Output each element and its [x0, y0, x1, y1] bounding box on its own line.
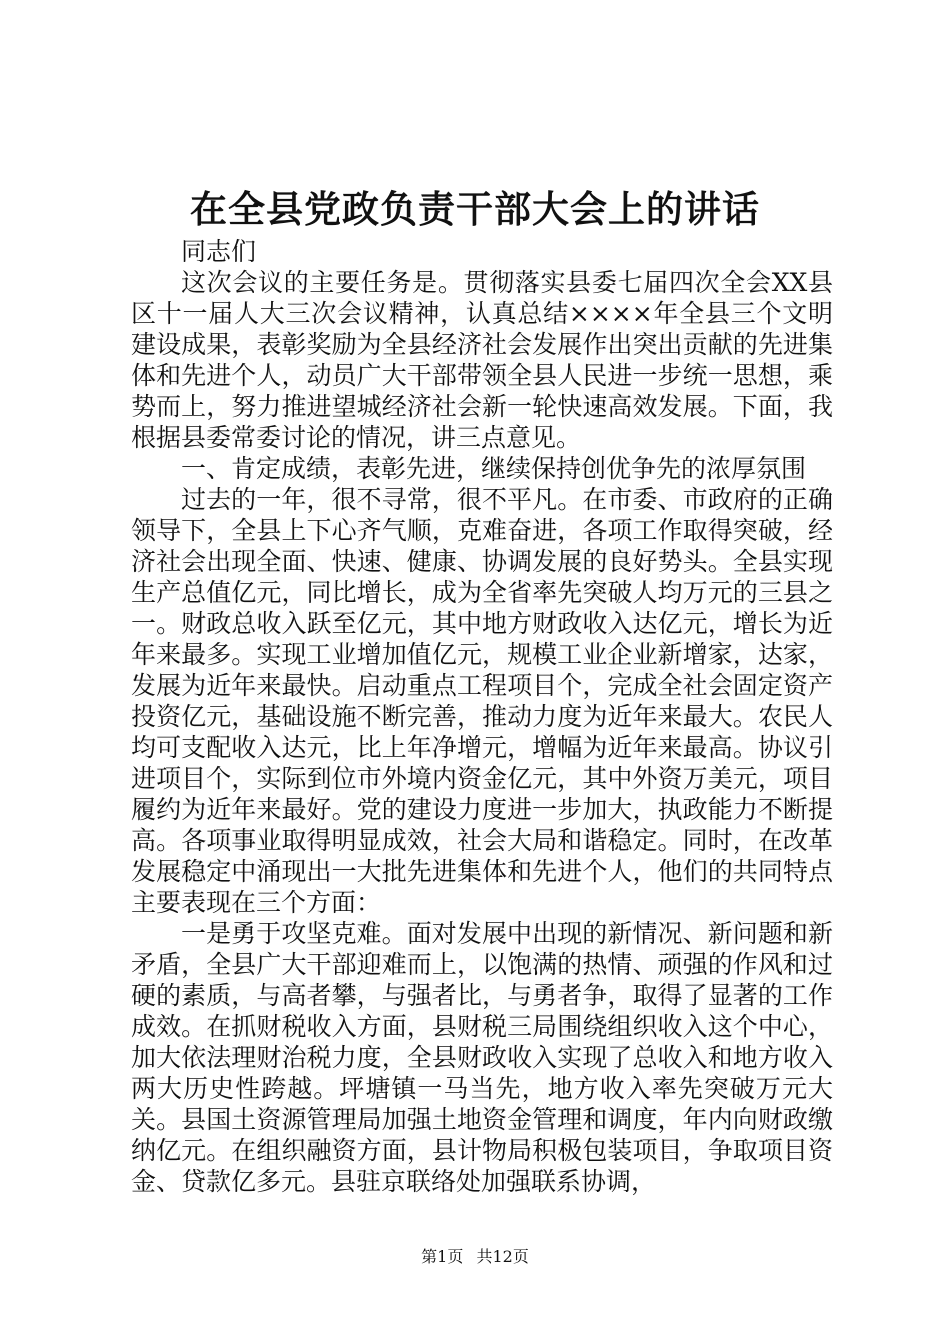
page-footer — [0, 1245, 950, 1269]
paragraph-intro: 这次会议的主要任务是。贯彻落实县委七届四次全会XX县区十一届人大三次会议精神，认真总结××××年全县三个文明建设成果，表彰奖励为全县经济社会发展作出突出贡献的先进集体和先进个人，动员广大干部带领全县人民进一步统一思想，乘势而上，努力推进望城经济社会新一轮快速高效发展。下面，我根据县委常委讨论的情况，讲三点意见。 — [131, 268, 833, 452]
document-body — [131, 236, 833, 1197]
page-number: 第1页 — [421, 1247, 464, 1266]
paragraph-achievements: 过去的一年，很不寻常，很不平凡。在市委、市政府的正确领导下，全县上下心齐气顺，克难奋进，各项工作取得突破，经济社会出现全面、快速、健康、协调发展的良好势头。全县实现生产总值亿元，同比增长，成为全省率先突破人均万元的三县之一。财政总收入跃至亿元，其中地方财政收入达亿元，增长为近年来最多。实现工业增加值亿元，规模工业企业新增家，达家，发展为近年来最快。启动重点工程项目个，完成全社会固定资产投资亿元，基础设施不断完善，推动力度为近年来最大。农民人均可支配收入达元，比上年净增元，增幅为近年来最高。协议引进项目个，实际到位市外境内资金亿元，其中外资万美元，项目履约为近年来最好。党的建设力度进一步加大，执政能力不断提高。各项事业取得明显成效，社会大局和谐稳定。同时，在改革发展稳定中涌现出一大批先进集体和先进个人，他们的共同特点主要表现在三个方面： — [131, 485, 833, 917]
page-total: 共12页 — [476, 1247, 529, 1266]
document-title: 在全县党政负责干部大会上的讲话 — [190, 187, 760, 231]
paragraph-salutation: 同志们 — [181, 237, 257, 266]
section-heading-1: 一、肯定成绩，表彰先进，继续保持创优争先的浓厚氛围 — [181, 454, 807, 483]
paragraph-point-one: 一是勇于攻坚克难。面对发展中出现的新情况、新问题和新矛盾，全县广大干部迎难而上，以饱满的热情、顽强的作风和过硬的素质，与高者攀，与强者比，与勇者争，取得了显著的工作成效。在抓财税收入方面，县财税三局围绕组织收入这个中心，加大依法理财治税力度，全县财政收入实现了总收入和地方收入两大历史性跨越。坪塘镇一马当先，地方收入率先突破万元大关。县国土资源管理局加强土地资金管理和调度，年内向财政缴纳亿元。在组织融资方面，县计物局积极包装项目，争取项目资金、贷款亿多元。县驻京联络处加强联系协调， — [131, 919, 833, 1196]
